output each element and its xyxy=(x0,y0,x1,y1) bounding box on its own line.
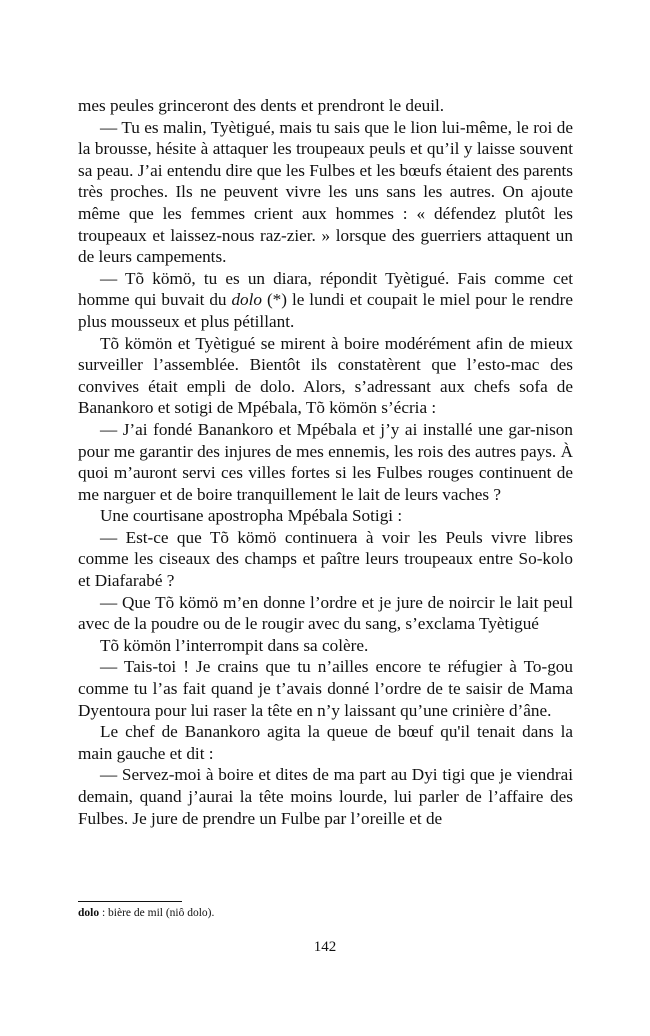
italic-term: dolo xyxy=(231,290,263,310)
paragraph: — Est-ce que Tõ kömö continuera à voir les Peuls vivre libres comme les ciseaux des champs et paître leurs troupeaux entre So-kolo et Diafarabé ? xyxy=(78,527,573,591)
footnote-text: : bière de mil (niô dolo). xyxy=(99,907,215,919)
page-body xyxy=(78,95,573,829)
footnote-term: dolo xyxy=(78,907,100,919)
paragraph xyxy=(78,268,573,333)
paragraph: — Tu es malin, Tyètigué, mais tu sais que le lion lui-même, le roi de la brousse, hésite à attaquer les troupeaux peuls et qu’il y laisse souvent sa peau. J’ai entendu dire que les Fulbes et les bœufs étaient des parents très proches. Ils ne peuvent vivre les uns sans les autres. On ajoute même que les femmes crient aux hommes : « défendez plutôt les troupeaux et laissez-nous raz-zier. » lorsque des guerriers attaquent un de leurs campements. xyxy=(78,117,573,267)
paragraph: Le chef de Banankoro agita la queue de bœuf qu'il tenait dans la main gauche et dit : xyxy=(78,722,573,763)
paragraph: — J’ai fondé Banankoro et Mpébala et j’y ai installé une gar-nison pour me garantir des injures de mes ennemis, les rois des autres pays. À quoi m’auront servi ces villes fortes si les Fulbes rouges continuent de me narguer et de boire tranquillement le lait de leurs vaches ? xyxy=(78,419,573,504)
footnote xyxy=(78,906,214,920)
paragraph-text: (*) le lundi et coupait le miel pour le rendre plus mousseux et plus pétillant. xyxy=(78,290,573,331)
paragraph: mes peules grinceront des dents et prendront le deuil. xyxy=(78,96,445,115)
page-number: 142 xyxy=(313,939,337,955)
footnote-rule xyxy=(78,901,182,902)
paragraph: Tõ kömön l’interrompit dans sa colère. xyxy=(100,635,369,655)
body-text xyxy=(78,95,573,829)
paragraph: — Que Tõ kömö m’en donne l’ordre et je jure de noircir le lait peul avec de la poudre ou de le rougir avec du sang, s’exclama Tyètigué xyxy=(78,592,573,634)
paragraph: — Tais-toi ! Je crains que tu n’ailles encore te réfugier à To-gou comme tu l’as fait quand je t’avais donné l’ordre de te saisir de Mama Dyentoura pour lui raser la tête en n’y laissant qu’une crinière d’âne. xyxy=(78,657,573,720)
paragraph: Tõ kömön et Tyètigué se mirent à boire modérément afin de mieux surveiller l’assemblée. Bientôt ils constatèrent que l’esto-mac des convives était empli de dolo. Alors, s’adressant aux chefs sofa de Banankoro et sotigi de Mpébala, Tõ kömön s’écria : xyxy=(78,333,573,418)
paragraph: — Servez-moi à boire et dites de ma part au Dyi tigi que je viendrai demain, quand j’aurai la tête moins lourde, lui parler de l’affaire des Fulbes. Je jure de prendre un Fulbe par l’oreille et de xyxy=(78,765,573,828)
paragraph: Une courtisane apostropha Mpébala Sotigi : xyxy=(100,506,403,526)
paragraph-text: — Tõ kömö, tu es un diara, répondit Tyètigué. Fais comme cet homme qui buvait du xyxy=(78,268,573,310)
